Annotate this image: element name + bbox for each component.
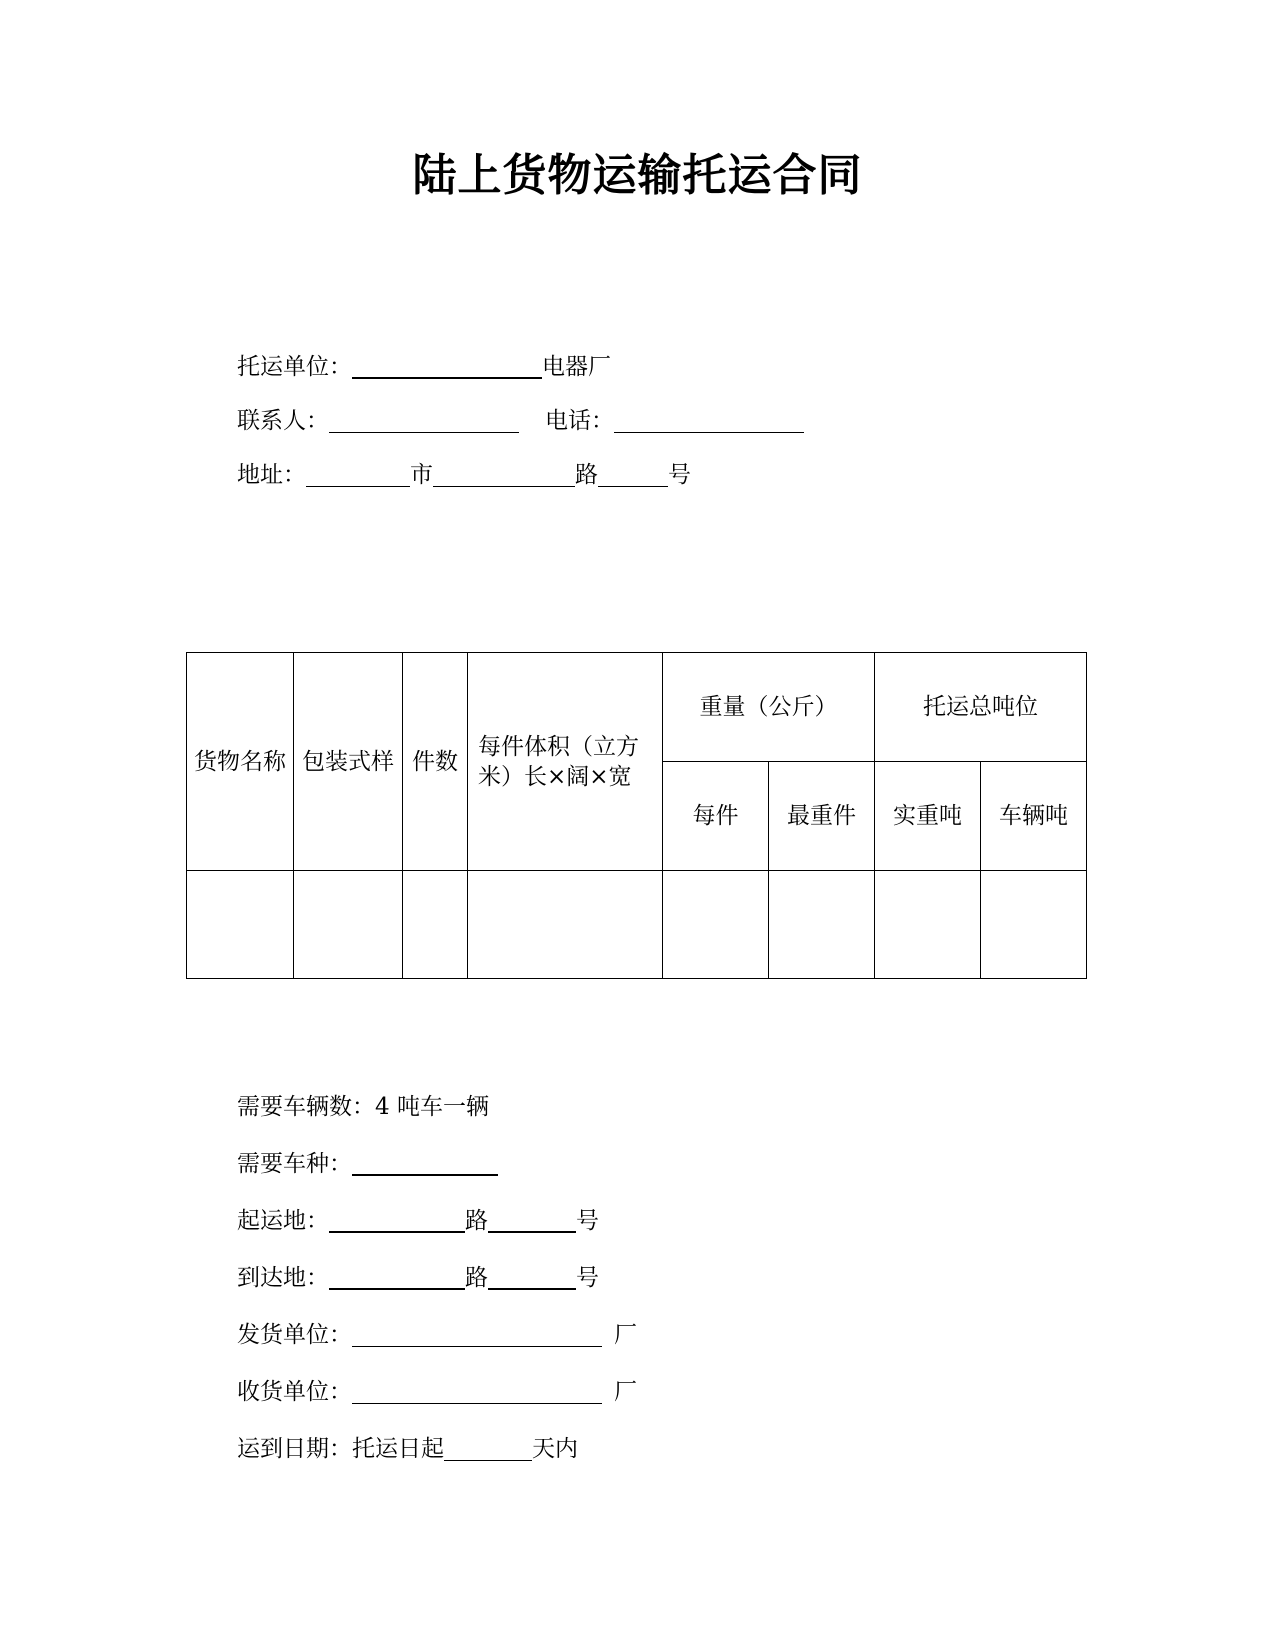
sender-label: 发货单位： [237,1322,352,1348]
shipper-suffix: 电器厂 [542,354,611,380]
page-title: 陆上货物运输托运合同 [412,150,863,201]
address-road-label: 路 [575,462,598,488]
vehicle-type-label: 需要车种： [237,1151,352,1177]
delivery-suffix: 天内 [532,1436,578,1462]
destination-input[interactable] [329,1262,465,1290]
vehicles-label: 需要车辆数： [237,1094,375,1120]
cell-tonnage-actual[interactable] [875,871,981,979]
destination-road-label: 路 [465,1265,488,1291]
cell-weight-each[interactable] [663,871,769,979]
sender-input[interactable] [352,1320,602,1347]
address-no-input[interactable] [598,460,668,487]
shipper-line [237,351,611,383]
destination-no-label: 号 [576,1265,599,1291]
header-tonnage-vehicle: 车辆吨 [981,762,1087,871]
origin-input[interactable] [329,1205,465,1233]
cargo-table [186,652,1087,979]
sender-line [237,1319,637,1351]
origin-no-label: 号 [576,1208,599,1234]
origin-line [237,1205,599,1237]
vehicles-value: 4 吨车一辆 [375,1094,489,1120]
table-header-row [187,653,1087,762]
header-volume: 每件体积（立方米）长×阔×宽 [468,653,663,871]
address-line [237,459,691,491]
sender-suffix: 厂 [614,1322,637,1348]
table-row [187,871,1087,979]
contact-line [237,405,804,437]
vehicles-line [237,1091,489,1123]
vehicle-type-line [237,1148,498,1180]
header-weight-group: 重量（公斤） [663,653,875,762]
cell-packaging[interactable] [294,871,403,979]
address-no-label: 号 [668,462,691,488]
header-packaging: 包装式样 [294,653,403,871]
header-tonnage-group: 托运总吨位 [875,653,1087,762]
delivery-line [237,1433,578,1465]
phone-label: 电话： [545,408,614,434]
cell-weight-heaviest[interactable] [769,871,875,979]
cell-volume[interactable] [468,871,663,979]
origin-no-input[interactable] [488,1205,576,1233]
shipper-label: 托运单位： [237,354,352,380]
destination-line [237,1262,599,1294]
vehicle-type-input[interactable] [352,1148,498,1176]
cell-tonnage-vehicle[interactable] [981,871,1087,979]
receiver-suffix: 厂 [614,1379,637,1405]
cell-pieces[interactable] [403,871,468,979]
receiver-input[interactable] [352,1377,602,1404]
shipper-input[interactable] [352,351,542,379]
receiver-line [237,1376,637,1408]
delivery-days-input[interactable] [444,1434,532,1461]
contact-input[interactable] [329,406,519,433]
destination-label: 到达地： [237,1265,329,1291]
phone-input[interactable] [614,406,804,433]
delivery-prefix: 托运日起 [352,1436,444,1462]
receiver-label: 收货单位： [237,1379,352,1405]
contact-label: 联系人： [237,408,329,434]
origin-road-label: 路 [465,1208,488,1234]
address-label: 地址： [237,462,306,488]
header-weight-each: 每件 [663,762,769,871]
address-city-label: 市 [410,462,433,488]
header-pieces: 件数 [403,653,468,871]
header-goods-name: 货物名称 [187,653,294,871]
address-road-input[interactable] [433,460,575,487]
header-weight-heaviest: 最重件 [769,762,875,871]
destination-no-input[interactable] [488,1262,576,1290]
delivery-label: 运到日期： [237,1436,352,1462]
cell-goods-name[interactable] [187,871,294,979]
origin-label: 起运地： [237,1208,329,1234]
header-tonnage-actual: 实重吨 [875,762,981,871]
address-city-input[interactable] [306,460,410,487]
